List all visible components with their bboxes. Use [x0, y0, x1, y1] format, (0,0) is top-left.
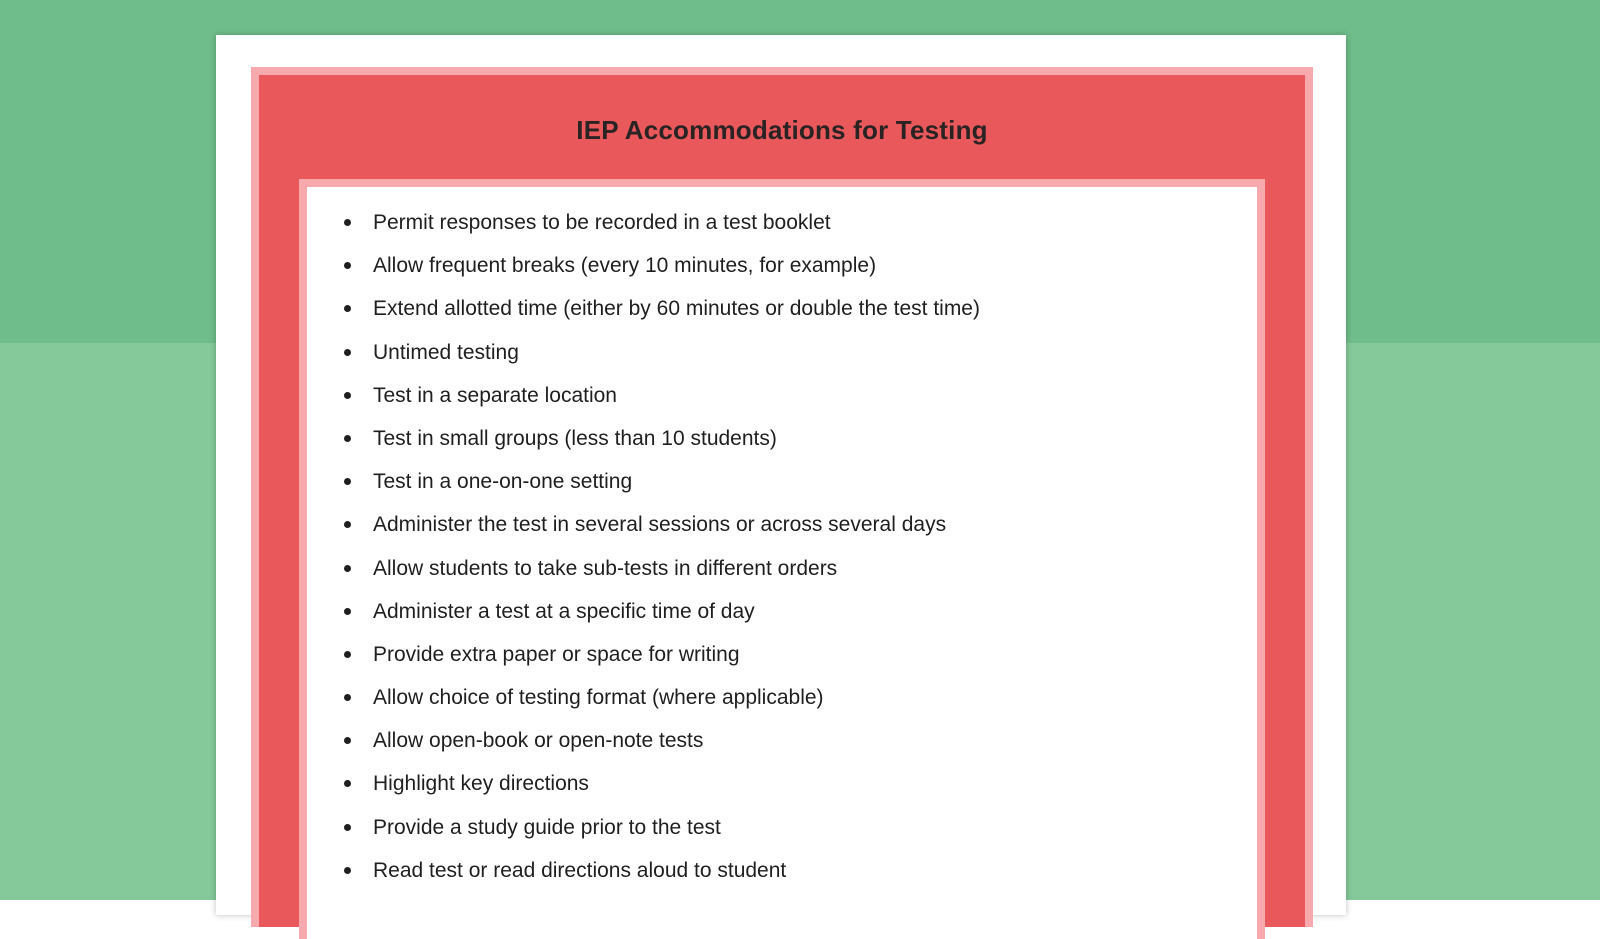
bullet-icon	[344, 780, 351, 787]
list-item-text: Test in a one-on-one setting	[373, 470, 633, 494]
bullet-icon	[344, 608, 351, 615]
list-item	[307, 633, 1257, 676]
bullet-icon	[344, 435, 351, 442]
list-item	[307, 547, 1257, 590]
bullet-icon	[344, 651, 351, 658]
list-item	[307, 762, 1257, 805]
bullet-icon	[344, 262, 351, 269]
bullet-icon	[344, 478, 351, 485]
bullet-icon	[344, 694, 351, 701]
worksheet-page	[216, 35, 1346, 915]
bullet-icon	[344, 867, 351, 874]
list-item-text: Extend allotted time (either by 60 minutes or double the test time)	[373, 297, 980, 321]
list-item-text: Allow open-book or open-note tests	[373, 729, 704, 753]
list-item	[307, 503, 1257, 546]
list-item-text: Administer the test in several sessions or across several days	[373, 513, 947, 537]
page-frame-inner	[259, 75, 1305, 927]
page-frame-outer	[251, 67, 1313, 927]
accommodations-list	[307, 201, 1257, 892]
list-item	[307, 719, 1257, 762]
list-item-text: Allow students to take sub-tests in different orders	[373, 556, 838, 580]
list-item	[307, 849, 1257, 892]
bullet-icon	[344, 305, 351, 312]
bullet-icon	[344, 737, 351, 744]
list-item-text: Test in a separate location	[373, 383, 617, 407]
list-item-text: Highlight key directions	[373, 772, 589, 796]
bullet-icon	[344, 521, 351, 528]
list-item	[307, 201, 1257, 244]
list-item-text: Read test or read directions aloud to student	[373, 858, 787, 882]
list-item-text: Allow frequent breaks (every 10 minutes, for example)	[373, 254, 877, 278]
list-item	[307, 806, 1257, 849]
list-item-text: Provide extra paper or space for writing	[373, 642, 740, 666]
bullet-icon	[344, 565, 351, 572]
list-item	[307, 244, 1257, 287]
list-item-text: Test in small groups (less than 10 students)	[373, 426, 777, 450]
list-item	[307, 331, 1257, 374]
list-item-text: Untimed testing	[373, 340, 519, 364]
list-item	[307, 460, 1257, 503]
list-item-text: Administer a test at a specific time of day	[373, 599, 755, 623]
list-item	[307, 590, 1257, 633]
list-item-text: Provide a study guide prior to the test	[373, 815, 721, 839]
bullet-icon	[344, 219, 351, 226]
bullet-icon	[344, 824, 351, 831]
bullet-icon	[344, 392, 351, 399]
list-item-text: Permit responses to be recorded in a test booklet	[373, 211, 831, 234]
content-border	[299, 179, 1265, 939]
list-item-text: Allow choice of testing format (where applicable)	[373, 686, 824, 710]
content-panel	[307, 187, 1257, 939]
page-title: IEP Accommodations for Testing	[576, 114, 988, 145]
list-item	[307, 417, 1257, 460]
list-item	[307, 287, 1257, 330]
list-item	[307, 676, 1257, 719]
list-item	[307, 374, 1257, 417]
bullet-icon	[344, 349, 351, 356]
